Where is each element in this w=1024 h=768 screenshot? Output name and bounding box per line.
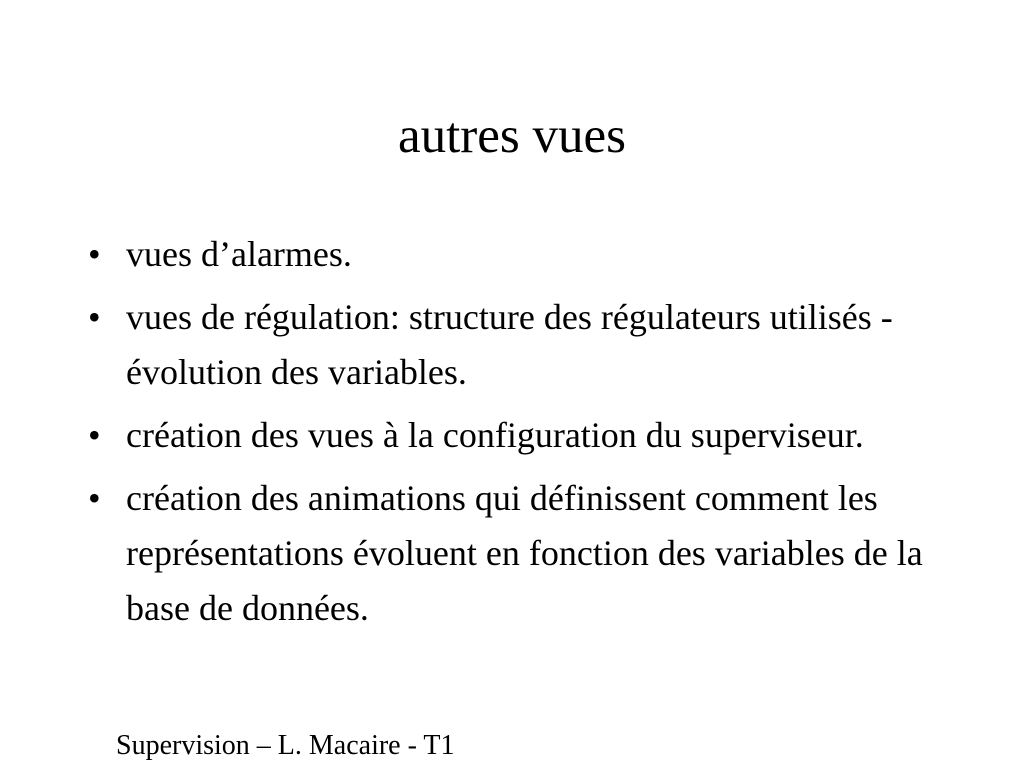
bullet-text: création des animations qui définissent comment les représentations évoluent en fonction des variables de la base de données. <box>126 478 923 628</box>
bullet-list <box>88 227 968 644</box>
bullet-item <box>88 471 968 636</box>
slide-title: autres vues <box>397 108 626 164</box>
bullet-text: vues d’alarmes. <box>126 234 352 274</box>
bullet-text: vues de régulation: structure des régulateurs utilisés - évolution des variables. <box>126 297 893 392</box>
bullet-icon: • <box>88 234 101 274</box>
bullet-item <box>88 408 968 463</box>
bullet-icon: • <box>88 478 101 518</box>
bullet-text: création des vues à la configuration du superviseur. <box>126 415 864 455</box>
bullet-icon: • <box>88 415 101 455</box>
slide-footer: Supervision – L. Macaire - T1 <box>116 730 455 761</box>
bullet-item <box>88 290 968 400</box>
bullet-item <box>88 227 968 282</box>
bullet-icon: • <box>88 297 101 337</box>
